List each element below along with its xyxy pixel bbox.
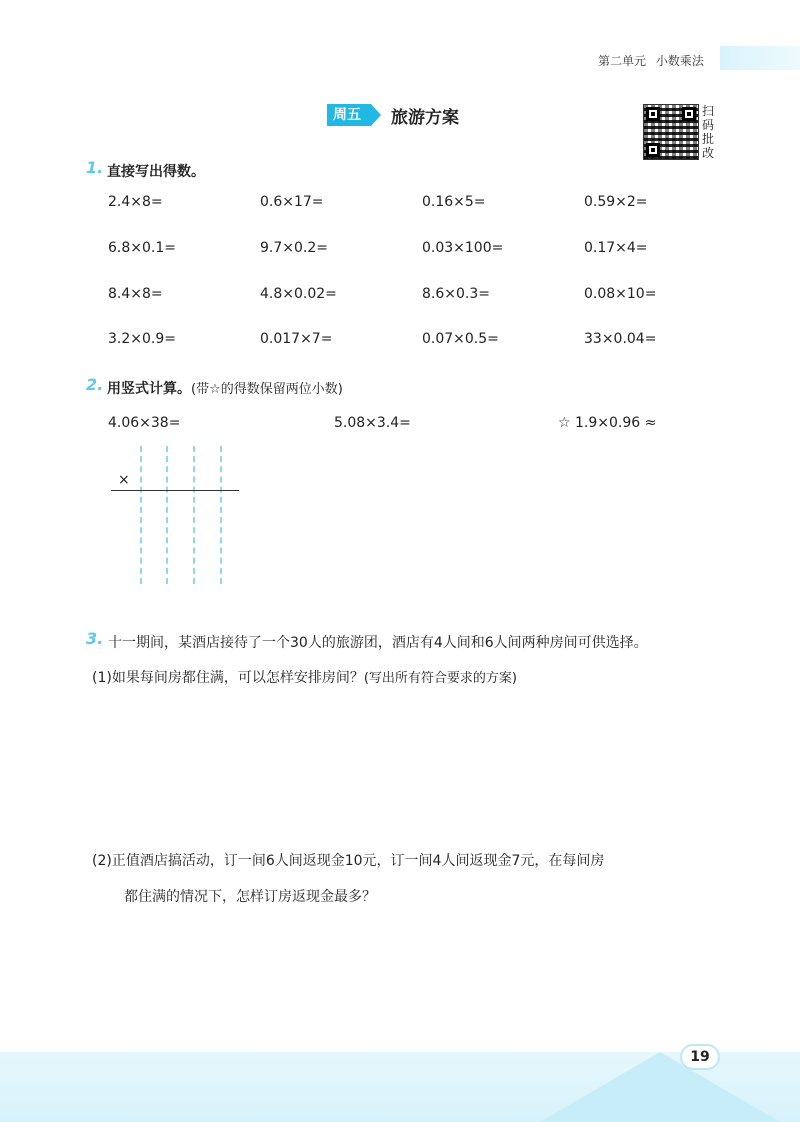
header-accent-bar: [720, 46, 800, 70]
page-title: [327, 103, 459, 127]
header-topic: 小数乘法: [655, 54, 704, 68]
calc-item: 8.4×8=: [108, 286, 163, 302]
calc-item: 0.08×10=: [584, 286, 657, 302]
footer-decoration: [540, 1052, 780, 1122]
calc-item: 33×0.04=: [584, 331, 657, 347]
vertical-calc-item: 5.08×3.4=: [334, 415, 411, 431]
page-number: 19: [680, 1044, 720, 1070]
calc-underline: [111, 490, 239, 491]
calc-item: 0.6×17=: [260, 194, 324, 210]
guide-line: [220, 446, 222, 584]
q2-title: [107, 378, 343, 398]
calc-item: 0.017×7=: [260, 331, 333, 347]
q1-title: 直接写出得数。: [107, 164, 205, 180]
calc-item: 0.59×2=: [584, 194, 648, 210]
guide-line: [140, 446, 142, 584]
calc-item: 3.2×0.9=: [108, 331, 176, 347]
header-section: [598, 52, 704, 69]
times-sign: ×: [118, 472, 130, 488]
qr-label: 扫码批改: [702, 104, 715, 160]
q2-note: (带☆的得数保留两位小数): [191, 382, 343, 397]
qr-code-icon[interactable]: [643, 104, 699, 160]
calc-item: 0.16×5=: [422, 194, 486, 210]
guide-line: [166, 446, 168, 584]
q3-part2-line2: 都住满的情况下，怎样订房返现金最多？: [124, 889, 376, 905]
title-text: 旅游方案: [391, 107, 459, 128]
calc-item: 8.6×0.3=: [422, 286, 490, 302]
calc-item: 4.8×0.02=: [260, 286, 337, 302]
calc-item: 2.4×8=: [108, 194, 163, 210]
q3-part1-text: (1)如果每间房都住满，可以怎样安排房间？: [92, 670, 364, 686]
q3-number: 3.: [86, 629, 104, 648]
calc-item: 6.8×0.1=: [108, 240, 176, 256]
calc-item: 9.7×0.2=: [260, 240, 328, 256]
calc-item: 0.03×100=: [422, 240, 504, 256]
q3-part1: [92, 667, 517, 687]
guide-line: [193, 446, 195, 584]
calc-item: 0.07×0.5=: [422, 331, 499, 347]
q2-number: 2.: [86, 375, 104, 394]
q3-intro: 十一期间，某酒店接待了一个30人的旅游团，酒店有4人间和6人间两种房间可供选择。: [108, 635, 648, 651]
vertical-calc-item: 4.06×38=: [108, 415, 181, 431]
day-badge: 周五: [327, 104, 371, 126]
calc-item: 0.17×4=: [584, 240, 648, 256]
q1-number: 1.: [86, 158, 104, 177]
q3-part2-line1: (2)正值酒店搞活动，订一间6人间返现金10元，订一间4人间返现金7元，在每间房: [92, 853, 605, 869]
q2-title-text: 用竖式计算。: [107, 381, 191, 397]
q3-part1-note: (写出所有符合要求的方案): [363, 671, 517, 686]
vertical-calc-item: ☆ 1.9×0.96 ≈: [558, 415, 657, 431]
header-unit: 第二单元: [598, 54, 647, 68]
